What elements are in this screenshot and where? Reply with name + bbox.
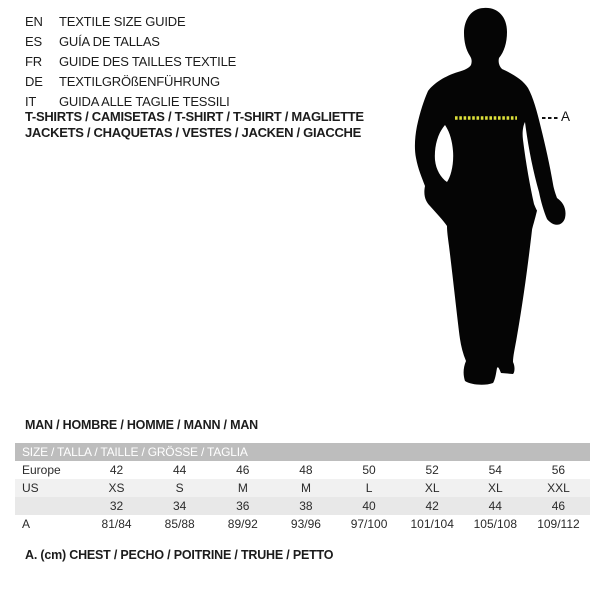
size-table-header: SIZE / TALLA / TAILLE / GRÖSSE / TAGLIA (15, 443, 590, 461)
size-cell: 97/100 (350, 517, 388, 531)
language-list (25, 12, 236, 112)
measure-label-a: A (561, 109, 571, 124)
language-row (25, 12, 236, 32)
size-cell: M (237, 481, 248, 495)
size-cell: 101/104 (410, 517, 454, 531)
row-label: A (22, 517, 31, 531)
size-cell: 54 (488, 463, 502, 477)
row-label: US (22, 481, 39, 495)
size-cell: XL (424, 481, 440, 495)
language-label: GUÍA DE TALLAS (59, 34, 160, 49)
size-cell: 42 (109, 463, 124, 477)
size-cell: 44 (488, 499, 502, 513)
language-code: ES (25, 34, 42, 49)
size-table-body (15, 461, 590, 533)
table-row (15, 461, 590, 479)
man-silhouette-path (415, 8, 566, 385)
language-label: GUIDE DES TAILLES TEXTILE (59, 54, 237, 69)
size-cell: M (300, 481, 311, 495)
size-cell: 44 (173, 463, 187, 477)
section-title-man: MAN / HOMBRE / HOMME / MANN / MAN (25, 418, 258, 432)
size-cell: 93/96 (290, 517, 321, 531)
size-cell: 40 (362, 499, 376, 513)
language-label: TEXTILE SIZE GUIDE (59, 14, 186, 29)
size-cell: XS (108, 481, 125, 495)
size-cell: 105/108 (473, 517, 517, 531)
size-cell: 81/84 (101, 517, 132, 531)
size-cell: 36 (236, 499, 250, 513)
size-cell: 34 (173, 499, 187, 513)
size-table (15, 443, 590, 533)
size-cell: 89/92 (227, 517, 258, 531)
language-code: EN (25, 14, 43, 29)
table-row (15, 479, 590, 497)
language-code: IT (25, 94, 37, 109)
size-cell: 32 (109, 499, 124, 513)
size-cell: 46 (551, 499, 566, 513)
language-label: GUIDA ALLE TAGLIE TESSILI (59, 94, 230, 109)
language-label: TEXTILGRÖßENFÜHRUNG (59, 74, 220, 89)
man-figure (413, 6, 588, 396)
size-cell: 48 (299, 463, 313, 477)
language-row (25, 32, 236, 52)
size-cell: 38 (299, 499, 313, 513)
size-cell: XL (487, 481, 503, 495)
table-row (15, 515, 590, 533)
row-label (15, 497, 85, 515)
language-row (25, 52, 236, 72)
size-cell: 52 (425, 463, 439, 477)
language-code: FR (25, 54, 42, 69)
size-cell: 109/112 (537, 517, 580, 531)
size-cell: 50 (362, 463, 376, 477)
size-cell: L (365, 481, 373, 495)
category-line-jackets: JACKETS / CHAQUETAS / VESTES / JACKEN / GIACCHE (25, 125, 361, 140)
language-code: DE (25, 74, 43, 89)
table-row (15, 497, 590, 515)
size-cell: 85/88 (164, 517, 195, 531)
category-line-tshirts: T-SHIRTS / CAMISETAS / T-SHIRT / T-SHIRT / MAGLIETTE (25, 109, 364, 124)
man-silhouette-svg (413, 6, 588, 396)
size-cell: XXL (547, 481, 570, 495)
row-label: Europe (22, 463, 61, 477)
measurement-footnote: A. (cm) CHEST / PECHO / POITRINE / TRUHE / PETTO (25, 548, 334, 562)
size-cell: 42 (425, 499, 439, 513)
size-cell: 56 (551, 463, 566, 477)
category-headings (25, 109, 364, 141)
size-cell: S (175, 481, 184, 495)
size-cell: 46 (236, 463, 250, 477)
language-row (25, 72, 236, 92)
